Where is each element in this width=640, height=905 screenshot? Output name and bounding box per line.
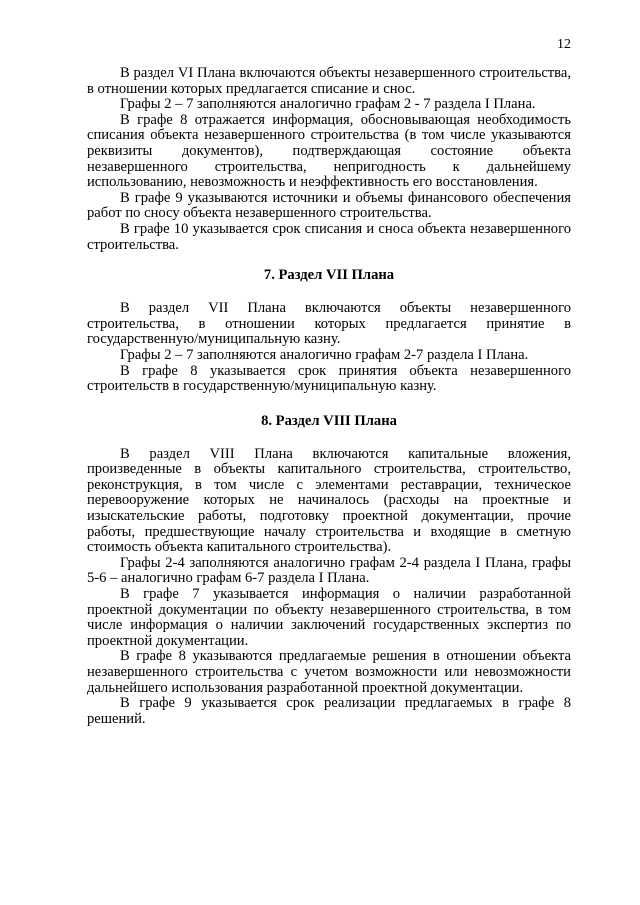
paragraph: В графе 8 указываются предлагаемые решения в отношении объекта незавершенного строительства с учетом возможности или невозможности дальнейшего использования разработанной проектной документации. [87,648,571,696]
section-8-heading: 8. Раздел VIII Плана [261,412,397,429]
section-7-text [87,301,571,395]
paragraph: Графы 2-4 заполняются аналогично графам 2-4 раздела I Плана, графы 5-6 – аналогично графам 6-7 раздела I Плана. [87,554,571,587]
document-body [87,66,571,727]
paragraph: Графы 2 – 7 заполняются аналогично графам 2 - 7 раздела I Плана. [120,96,536,113]
paragraph: В раздел VIII Плана включаются капитальные вложения, произведенные в объекты капитального строительства, строительство, реконструкция, в том числе с элементами реставрации, техническое перевооружение которых не начиналось (расходы на проектные и изыскательские работы, подготовку проектной документации, прочие работы, предшествующие началу строительства и входящие в сметную стоимость объекта капитального строительства). [87,445,571,556]
paragraph: В графе 9 указываются источники и объемы финансового обеспечения работ по сносу объекта незавершенного строительства. [87,189,571,222]
paragraph: В графе 7 указывается информация о наличии разработанной проектной документации по объекту незавершенного строительства, в том числе информация о наличии заключений государственных экспертиз по проектной документации. [87,586,571,649]
section-7-heading: 7. Раздел VII Плана [263,267,395,284]
paragraph: В раздел VI Плана включаются объекты незавершенного строительства, в отношении которых предлагается списание и снос. [87,65,571,97]
paragraph: В графе 8 отражается информация, обосновывающая необходимость списания объекта незавершенного строительства (в том числе указываются реквизиты документов), подтверждающая состояние объекта незавершенного строительства, непригодность к дальнейшему использованию, невозможность и неэффективность его восстановления. [87,111,571,191]
page-number: 12 [557,37,571,52]
paragraph: В раздел VII Плана включаются объекты незавершенного строительства, в отношении которых предлагается принятие в государственную/муниципальную казну. [87,300,571,348]
paragraph: В графе 10 указывается срок списания и сноса объекта незавершенного строительства. [87,220,571,253]
section-8-text [87,447,571,728]
paragraph: Графы 2 – 7 заполняются аналогично графам 2-7 раздела I Плана. [120,346,529,363]
section-6-text [87,66,571,253]
paragraph: В графе 8 указывается срок принятия объекта незавершенного строительств в государственную/муниципальную казну. [87,362,571,395]
paragraph: В графе 9 указывается срок реализации предлагаемых в графе 8 решений. [87,695,571,727]
